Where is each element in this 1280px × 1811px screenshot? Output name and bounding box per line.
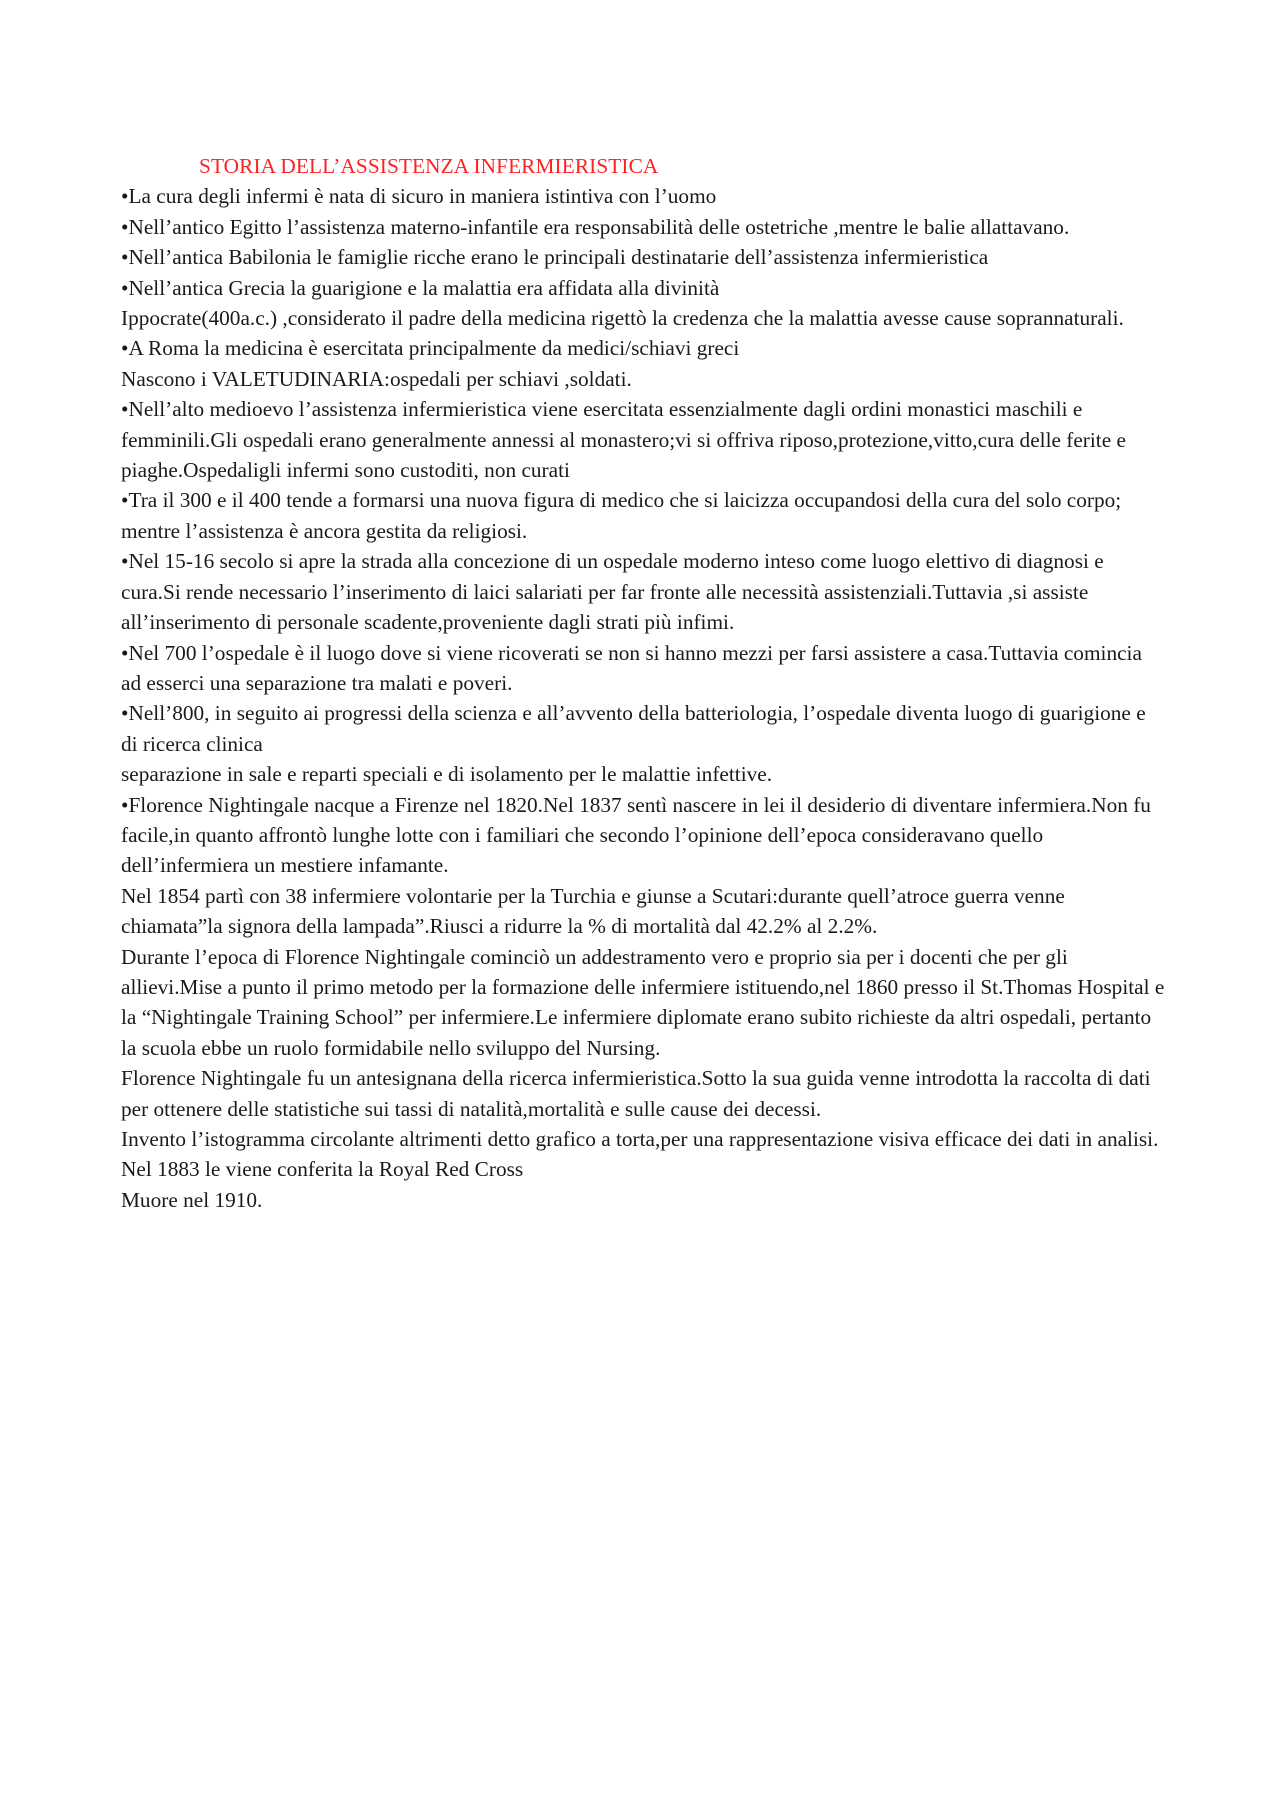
paragraph-list — [121, 181, 1166, 1215]
paragraph: Nel 1854 partì con 38 infermiere volontarie per la Turchia e giunse a Scutari:durante quell’atroce guerra venne chiamata”la signora della lampada”.Riusci a ridurre la % di mortalità dal 42.2% al 2.2%. — [121, 883, 1065, 939]
paragraph: •Nel 700 l’ospedale è il luogo dove si viene ricoverati se non si hanno mezzi per farsi assistere a casa.Tuttavia comincia ad esserci una separazione tra malati e poveri. — [121, 640, 1142, 695]
paragraph: •Nel 15-16 secolo si apre la strada alla concezione di un ospedale moderno inteso come luogo elettivo di diagnosi e cura.Si rende necessario l’inserimento di laici salariati per far fronte alle necessità assistenziali.Tuttavia ,si assiste all’inserimento di personale scadente,proveniente dagli strati più infimi. — [121, 549, 1104, 635]
document-title: STORIA DELL’ASSISTENZA INFERMIERISTICA — [199, 154, 659, 178]
document-body — [121, 151, 1166, 1215]
paragraph: •A Roma la medicina è esercitata principalmente da medici/schiavi greci — [121, 336, 740, 361]
paragraph: Ippocrate(400a.c.) ,considerato il padre della medicina rigettò la credenza che la malattia avesse cause soprannaturali. — [121, 306, 1124, 331]
paragraph: •Nell’alto medioevo l’assistenza infermieristica viene esercitata essenzialmente dagli ordini monastici maschili e femminili.Gli ospedali erano generalmente annessi al monastero;vi si offriva riposo,protezione,vitto,cura delle ferite e piaghe.Ospedaligli infermi sono custoditi, non curati — [121, 397, 1126, 483]
paragraph: •Nell’800, in seguito ai progressi della scienza e all’avvento della batteriologia, l’ospedale diventa luogo di guarigione e di ricerca clinica — [121, 701, 1146, 756]
paragraph: Invento l’istogramma circolante altrimenti detto grafico a torta,per una rappresentazione visiva efficace dei dati in analisi. — [121, 1127, 1159, 1151]
paragraph: •La cura degli infermi è nata di sicuro in maniera istintiva con l’uomo — [121, 184, 717, 209]
paragraph: Durante l’epoca di Florence Nightingale cominciò un addestramento vero e proprio sia per i docenti che per gli allievi.Mise a punto il primo metodo per la formazione delle infermiere istituendo,nel 1860 presso il St.Thomas Hospital e la “Nightingale Training School” per infermiere.Le infermiere diplomate erano subito richieste da altri ospedali, pertanto la scuola ebbe un ruolo formidabile nello sviluppo del Nursing. — [121, 944, 1165, 1060]
paragraph: •Nell’antica Babilonia le famiglie ricche erano le principali destinatarie dell’assistenza infermieristica — [121, 245, 989, 270]
paragraph: •Nell’antica Grecia la guarigione e la malattia era affidata alla divinità — [121, 275, 720, 300]
paragraph: separazione in sale e reparti speciali e di isolamento per le malattie infettive. — [121, 762, 773, 787]
paragraph: Nel 1883 le viene conferita la Royal Red Cross — [121, 1157, 524, 1182]
paragraph: Nascono i VALETUDINARIA:ospedali per schiavi ,soldati. — [121, 366, 632, 391]
paragraph: •Florence Nightingale nacque a Firenze nel 1820.Nel 1837 sentì nascere in lei il desiderio di diventare infermiera.Non fu facile,in quanto affrontò lunghe lotte con i familiari che secondo l’opinione dell’epoca consideravano quello dell’infermiera un mestiere infamante. — [121, 792, 1151, 878]
paragraph: Florence Nightingale fu un antesignana della ricerca infermieristica.Sotto la sua guida venne introdotta la raccolta di dati per ottenere delle statistiche sui tassi di natalità,mortalità e sulle cause dei decessi. — [121, 1066, 1151, 1121]
paragraph: Muore nel 1910. — [121, 1187, 263, 1212]
paragraph: •Tra il 300 e il 400 tende a formarsi una nuova figura di medico che si laicizza occupandosi della cura del solo corpo; mentre l’assistenza è ancora gestita da religiosi. — [121, 488, 1122, 543]
paragraph: •Nell’antico Egitto l’assistenza materno-infantile era responsabilità delle ostetriche ,mentre le balie allattavano. — [121, 214, 1070, 239]
